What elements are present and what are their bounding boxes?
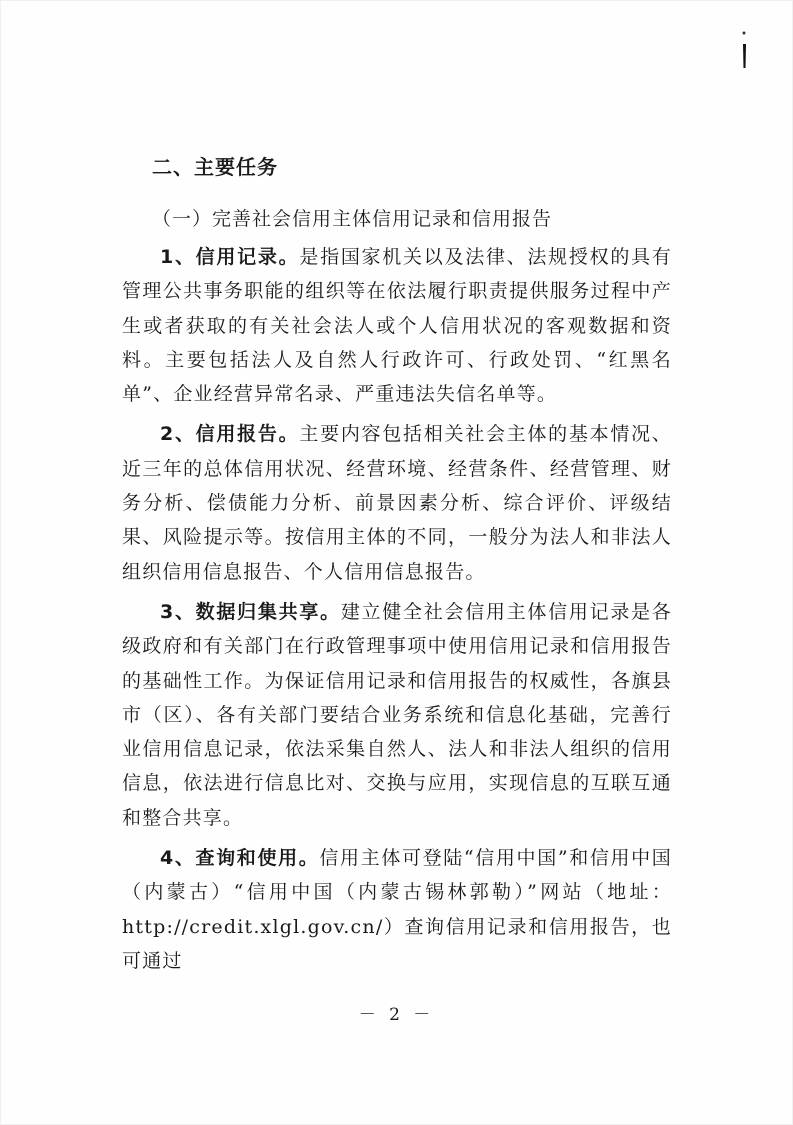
paragraph-credit-report: [122, 417, 672, 588]
paragraph-text: 是指国家机关以及法律、法规授权的具有管理公共事务职能的组织等在依法履行职责提供服务过程中产生或者获取的有关社会法人或个人信用状况的客观数据和资料。主要包括法人及自然人行政许可、行政处罚、“红黑名单”、企业经营异常名录、严重违法失信名单等。: [122, 246, 673, 406]
paragraph-query-usage: [122, 841, 672, 978]
paragraph-data-sharing: [122, 595, 672, 835]
paragraph-lead: 3、数据归集共享。: [160, 600, 341, 623]
paragraph-text: 信用主体可登陆“信用中国”和信用中国（内蒙古）“信用中国（内蒙古锡林郭勒）”网站（地址：http://credit.xlgl.gov.cn/）查询信用记录和信用报告，也可通过: [122, 847, 672, 972]
paragraph-lead: 1、信用记录。: [160, 246, 300, 268]
subsection-heading: （一）完善社会信用主体信用记录和信用报告: [152, 208, 553, 230]
document-body: [122, 150, 672, 984]
paragraph-text: 主要内容包括相关社会主体的基本情况、近三年的总体信用状况、经营环境、经营条件、经营管理、财务分析、偿债能力分析、前景因素分析、综合评价、评级结果、风险提示等。按信用主体的不同，一般分为法人和非法人组织信用信息报告、个人信用信息报告。: [122, 423, 673, 583]
paragraph-text: 建立健全社会信用主体信用记录是各级政府和有关部门在行政管理事项中使用信用记录和信用报告的基础性工作。为保证信用记录和信用报告的权威性，各旗县市（区）、各有关部门要结合业务系统和信息化基础，完善行业信用信息记录，依法采集自然人、法人和非法人组织的信用信息，依法进行信息比对、交换与应用，实现信息的互联互通和整合共享。: [122, 600, 672, 829]
paragraph-lead: 4、查询和使用。: [160, 847, 320, 870]
section-heading: 二、主要任务: [152, 155, 278, 179]
page-number: － 2 －: [358, 1005, 435, 1025]
scan-mark: [740, 30, 748, 70]
paragraph-credit-record: [122, 240, 672, 411]
paragraph-lead: 2、信用报告。: [160, 423, 300, 446]
